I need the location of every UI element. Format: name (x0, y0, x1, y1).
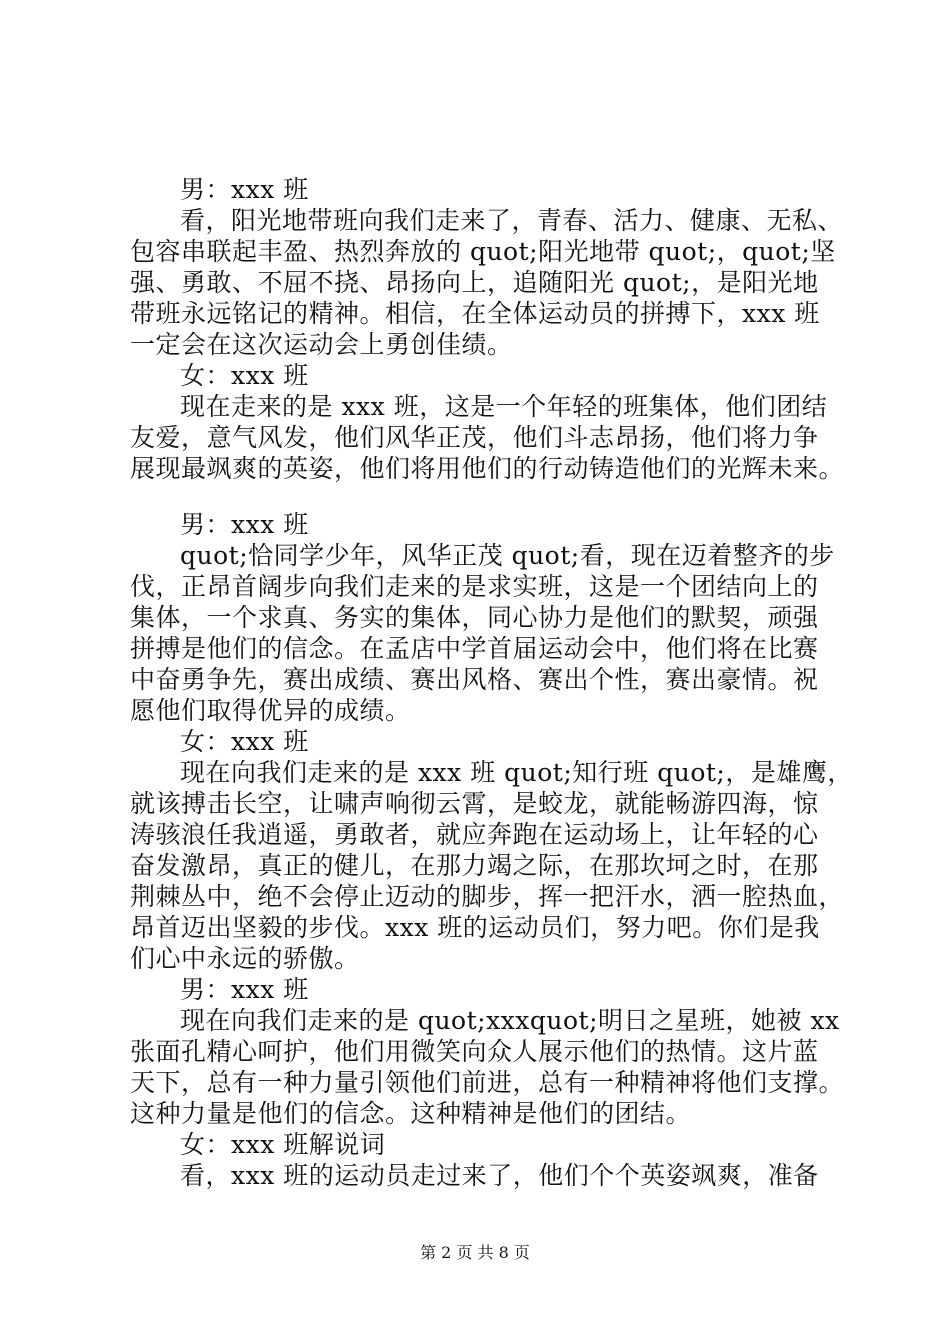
paragraph-line: 一定会在这次运动会上勇创佳绩。 (130, 330, 513, 359)
paragraph-line: 涛骇浪任我逍遥，勇敢者，就应奔跑在运动场上，让年轻的心 (130, 820, 819, 849)
paragraph-line: 就该搏击长空，让啸声响彻云霄，是蛟龙，就能畅游四海，惊 (130, 789, 819, 818)
paragraph-line: 集体，一个求真、务实的集体，同心协力是他们的默契，顽强 (130, 603, 819, 632)
speaker-label: 男：xxx 班 (180, 175, 309, 204)
speaker-label: 女：xxx 班 (180, 727, 309, 756)
paragraph-line: 昂首迈出坚毅的步伐。xxx 班的运动员们，努力吧。你们是我 (130, 913, 820, 942)
paragraph-line: 们心中永远的骄傲。 (130, 944, 360, 973)
paragraph-line: 伐，正昂首阔步向我们走来的是求实班，这是一个团结向上的 (130, 572, 819, 601)
paragraph-line: 现在向我们走来的是 xxx 班 quot;知行班 quot;，是雄鹰， (180, 758, 853, 787)
paragraph-line: 包容串联起丰盈、热烈奔放的 quot;阳光地带 quot;，quot;坚 (130, 237, 836, 266)
paragraph-line: 这种力量是他们的信念。这种精神是他们的团结。 (130, 1099, 692, 1128)
paragraph-line: 现在向我们走来的是 quot;xxxquot;明日之星班，她被 xx (180, 1006, 840, 1035)
paragraph-line: quot;恰同学少年，风华正茂 quot;看，现在迈着整齐的步 (180, 541, 835, 570)
paragraph-line: 愿他们取得优异的成绩。 (130, 696, 411, 725)
paragraph-line: 奋发激昂，真正的健儿，在那力竭之际，在那坎坷之时，在那 (130, 851, 819, 880)
paragraph-line: 天下，总有一种力量引领他们前进，总有一种精神将他们支撑。 (130, 1068, 845, 1097)
paragraph-line: 看，阳光地带班向我们走来了，青春、活力、健康、无私、 (180, 206, 844, 235)
speaker-label: 女：xxx 班解说词 (180, 1130, 386, 1159)
paragraph-line: 现在走来的是 xxx 班，这是一个年轻的班集体，他们团结 (180, 392, 828, 421)
speaker-label: 女：xxx 班 (180, 361, 309, 390)
paragraph-line: 强、勇敢、不屈不挠、昂扬向上，追随阳光 quot;，是阳光地 (130, 268, 819, 297)
paragraph-line: 张面孔精心呵护，他们用微笑向众人展示他们的热情。这片蓝 (130, 1037, 819, 1066)
paragraph-line: 友爱，意气风发，他们风华正茂，他们斗志昂扬，他们将力争 (130, 423, 819, 452)
paragraph-line: 展现最飒爽的英姿，他们将用他们的行动铸造他们的光辉未来。 (130, 454, 845, 483)
paragraph-line: 看，xxx 班的运动员走过来了，他们个个英姿飒爽，准备 (180, 1161, 819, 1190)
speaker-label: 男：xxx 班 (180, 975, 309, 1004)
paragraph-line: 拼搏是他们的信念。在孟店中学首届运动会中，他们将在比赛 (130, 634, 819, 663)
page-number-footer: 第 2 页 共 8 页 (420, 1243, 530, 1262)
paragraph-line: 荆棘丛中，绝不会停止迈动的脚步，挥一把汗水，洒一腔热血， (130, 882, 845, 911)
paragraph-line: 带班永远铭记的精神。相信，在全体运动员的拼搏下，xxx 班 (130, 299, 820, 328)
paragraph-line: 中奋勇争先，赛出成绩、赛出风格、赛出个性，赛出豪情。祝 (130, 665, 819, 694)
speaker-label: 男：xxx 班 (180, 510, 309, 539)
